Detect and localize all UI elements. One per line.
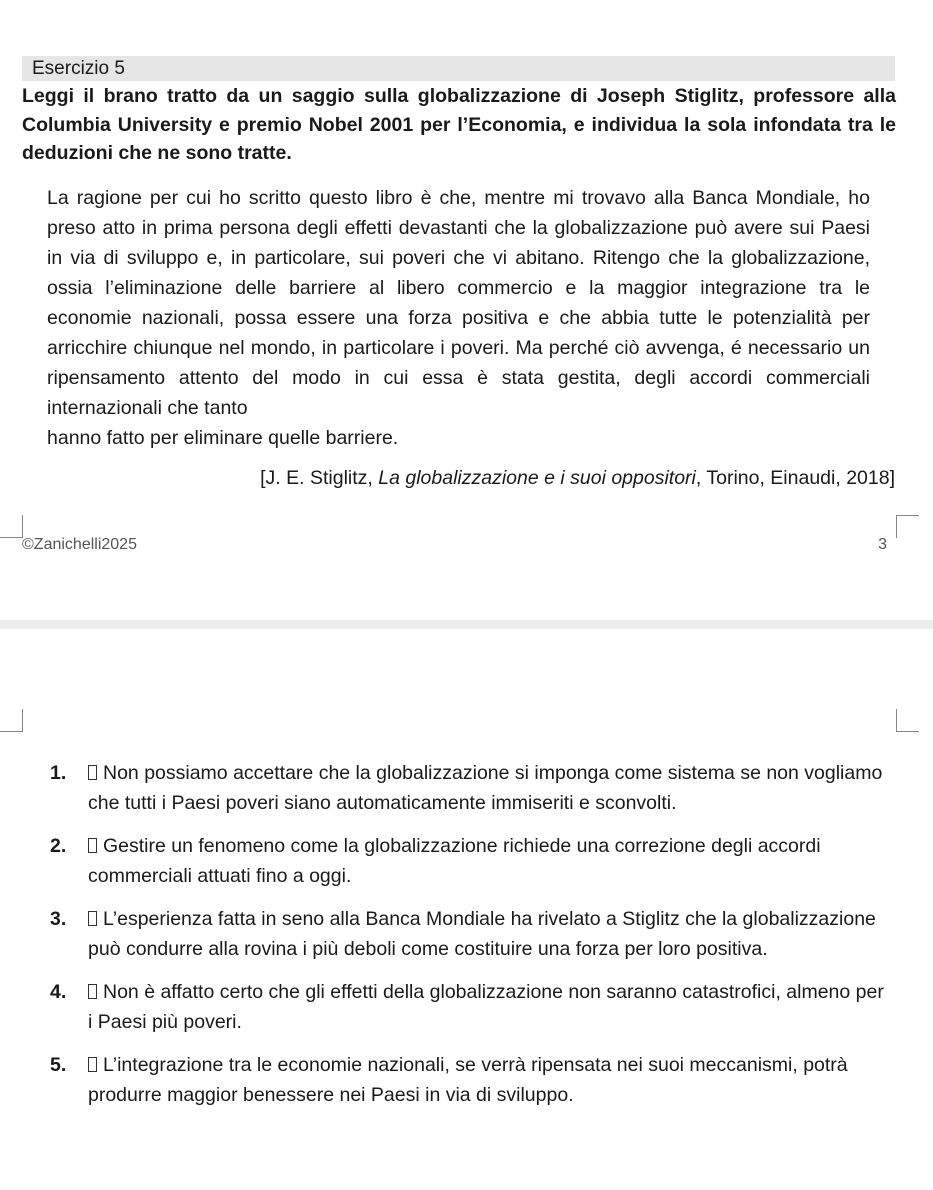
option-number: 4. bbox=[50, 981, 67, 1003]
checkbox-icon[interactable] bbox=[88, 838, 97, 853]
crop-mark-bottom-left bbox=[0, 515, 23, 538]
copyright-text: ©Zanichelli2025 bbox=[22, 536, 137, 553]
passage-text: La ragione per cui ho scritto questo libro è che, mentre mi trovavo alla Banca Mondiale, ho preso atto in prima persona degli effetti devastanti che la globalizzazione può avere sui Paesi in via di sviluppo e, in particolare, sui poveri che vi abitano. Ritengo che la globalizzazione, ossia l’eliminazione delle barriere al libero commercio e la maggior integrazione tra le economie nazionali, possa essere una forza positiva e che abbia tutte le potenzialità per arricchire chiunque nel mondo, in particolare i poveri. Ma perché ciò avvenga, é necessario un ripensamento attento del modo in cui essa è stata gestita, degli accordi commerciali internazionali che tanto bbox=[47, 187, 870, 419]
option-4[interactable] bbox=[50, 977, 890, 1037]
option-number: 2. bbox=[50, 835, 67, 857]
checkbox-icon[interactable] bbox=[88, 1057, 97, 1072]
option-5[interactable] bbox=[50, 1050, 890, 1110]
option-number: 5. bbox=[50, 1054, 67, 1076]
option-3[interactable] bbox=[50, 904, 890, 964]
option-1[interactable] bbox=[50, 758, 890, 818]
option-2[interactable] bbox=[50, 831, 890, 891]
option-text: Non è affatto certo che gli effetti della globalizzazione non saranno catastrofici, almeno per i Paesi più poveri. bbox=[88, 981, 884, 1033]
option-number: 1. bbox=[50, 762, 67, 784]
citation-title: La globalizzazione e i suoi oppositori bbox=[378, 467, 696, 489]
checkbox-icon[interactable] bbox=[88, 984, 97, 999]
exercise-instruction: Leggi il brano tratto da un saggio sulla globalizzazione di Joseph Stiglitz, professore alla Columbia University e premio Nobel 2001 per l’Economia, e individua la sola infondata tra le deduzioni che ne sono tratte. bbox=[22, 85, 896, 164]
crop-mark-bottom-right bbox=[896, 515, 919, 538]
passage-tail: hanno fatto per eliminare quelle barriere. bbox=[47, 427, 399, 449]
checkbox-icon[interactable] bbox=[88, 911, 97, 926]
option-text: Gestire un fenomeno come la globalizzazione richiede una correzione degli accordi commerciali attuati fino a oggi. bbox=[88, 835, 821, 887]
page-separator bbox=[0, 620, 933, 629]
answer-options bbox=[50, 758, 890, 1123]
exercise-title: Esercizio 5 bbox=[22, 56, 895, 81]
citation-suffix: , Torino, Einaudi, 2018] bbox=[695, 467, 895, 489]
crop-mark-top-right bbox=[896, 709, 919, 732]
citation-prefix: [J. E. Stiglitz, bbox=[260, 467, 379, 489]
page-number: 3 bbox=[878, 536, 887, 553]
option-text: L’integrazione tra le economie nazionali, se verrà ripensata nei suoi meccanismi, potrà produrre maggior benessere nei Paesi in via di sviluppo. bbox=[88, 1054, 848, 1106]
option-text: Non possiamo accettare che la globalizzazione si imponga come sistema se non vogliamo che tutti i Paesi poveri siano automaticamente immiseriti e sconvolti. bbox=[88, 762, 883, 814]
option-text: L’esperienza fatta in seno alla Banca Mondiale ha rivelato a Stiglitz che la globalizzazione può condurre alla rovina i più deboli come costituire una forza per loro positiva. bbox=[88, 908, 876, 960]
passage bbox=[47, 183, 870, 453]
checkbox-icon[interactable] bbox=[88, 765, 97, 780]
citation bbox=[260, 463, 895, 493]
crop-mark-top-left bbox=[0, 709, 23, 732]
option-number: 3. bbox=[50, 908, 67, 930]
